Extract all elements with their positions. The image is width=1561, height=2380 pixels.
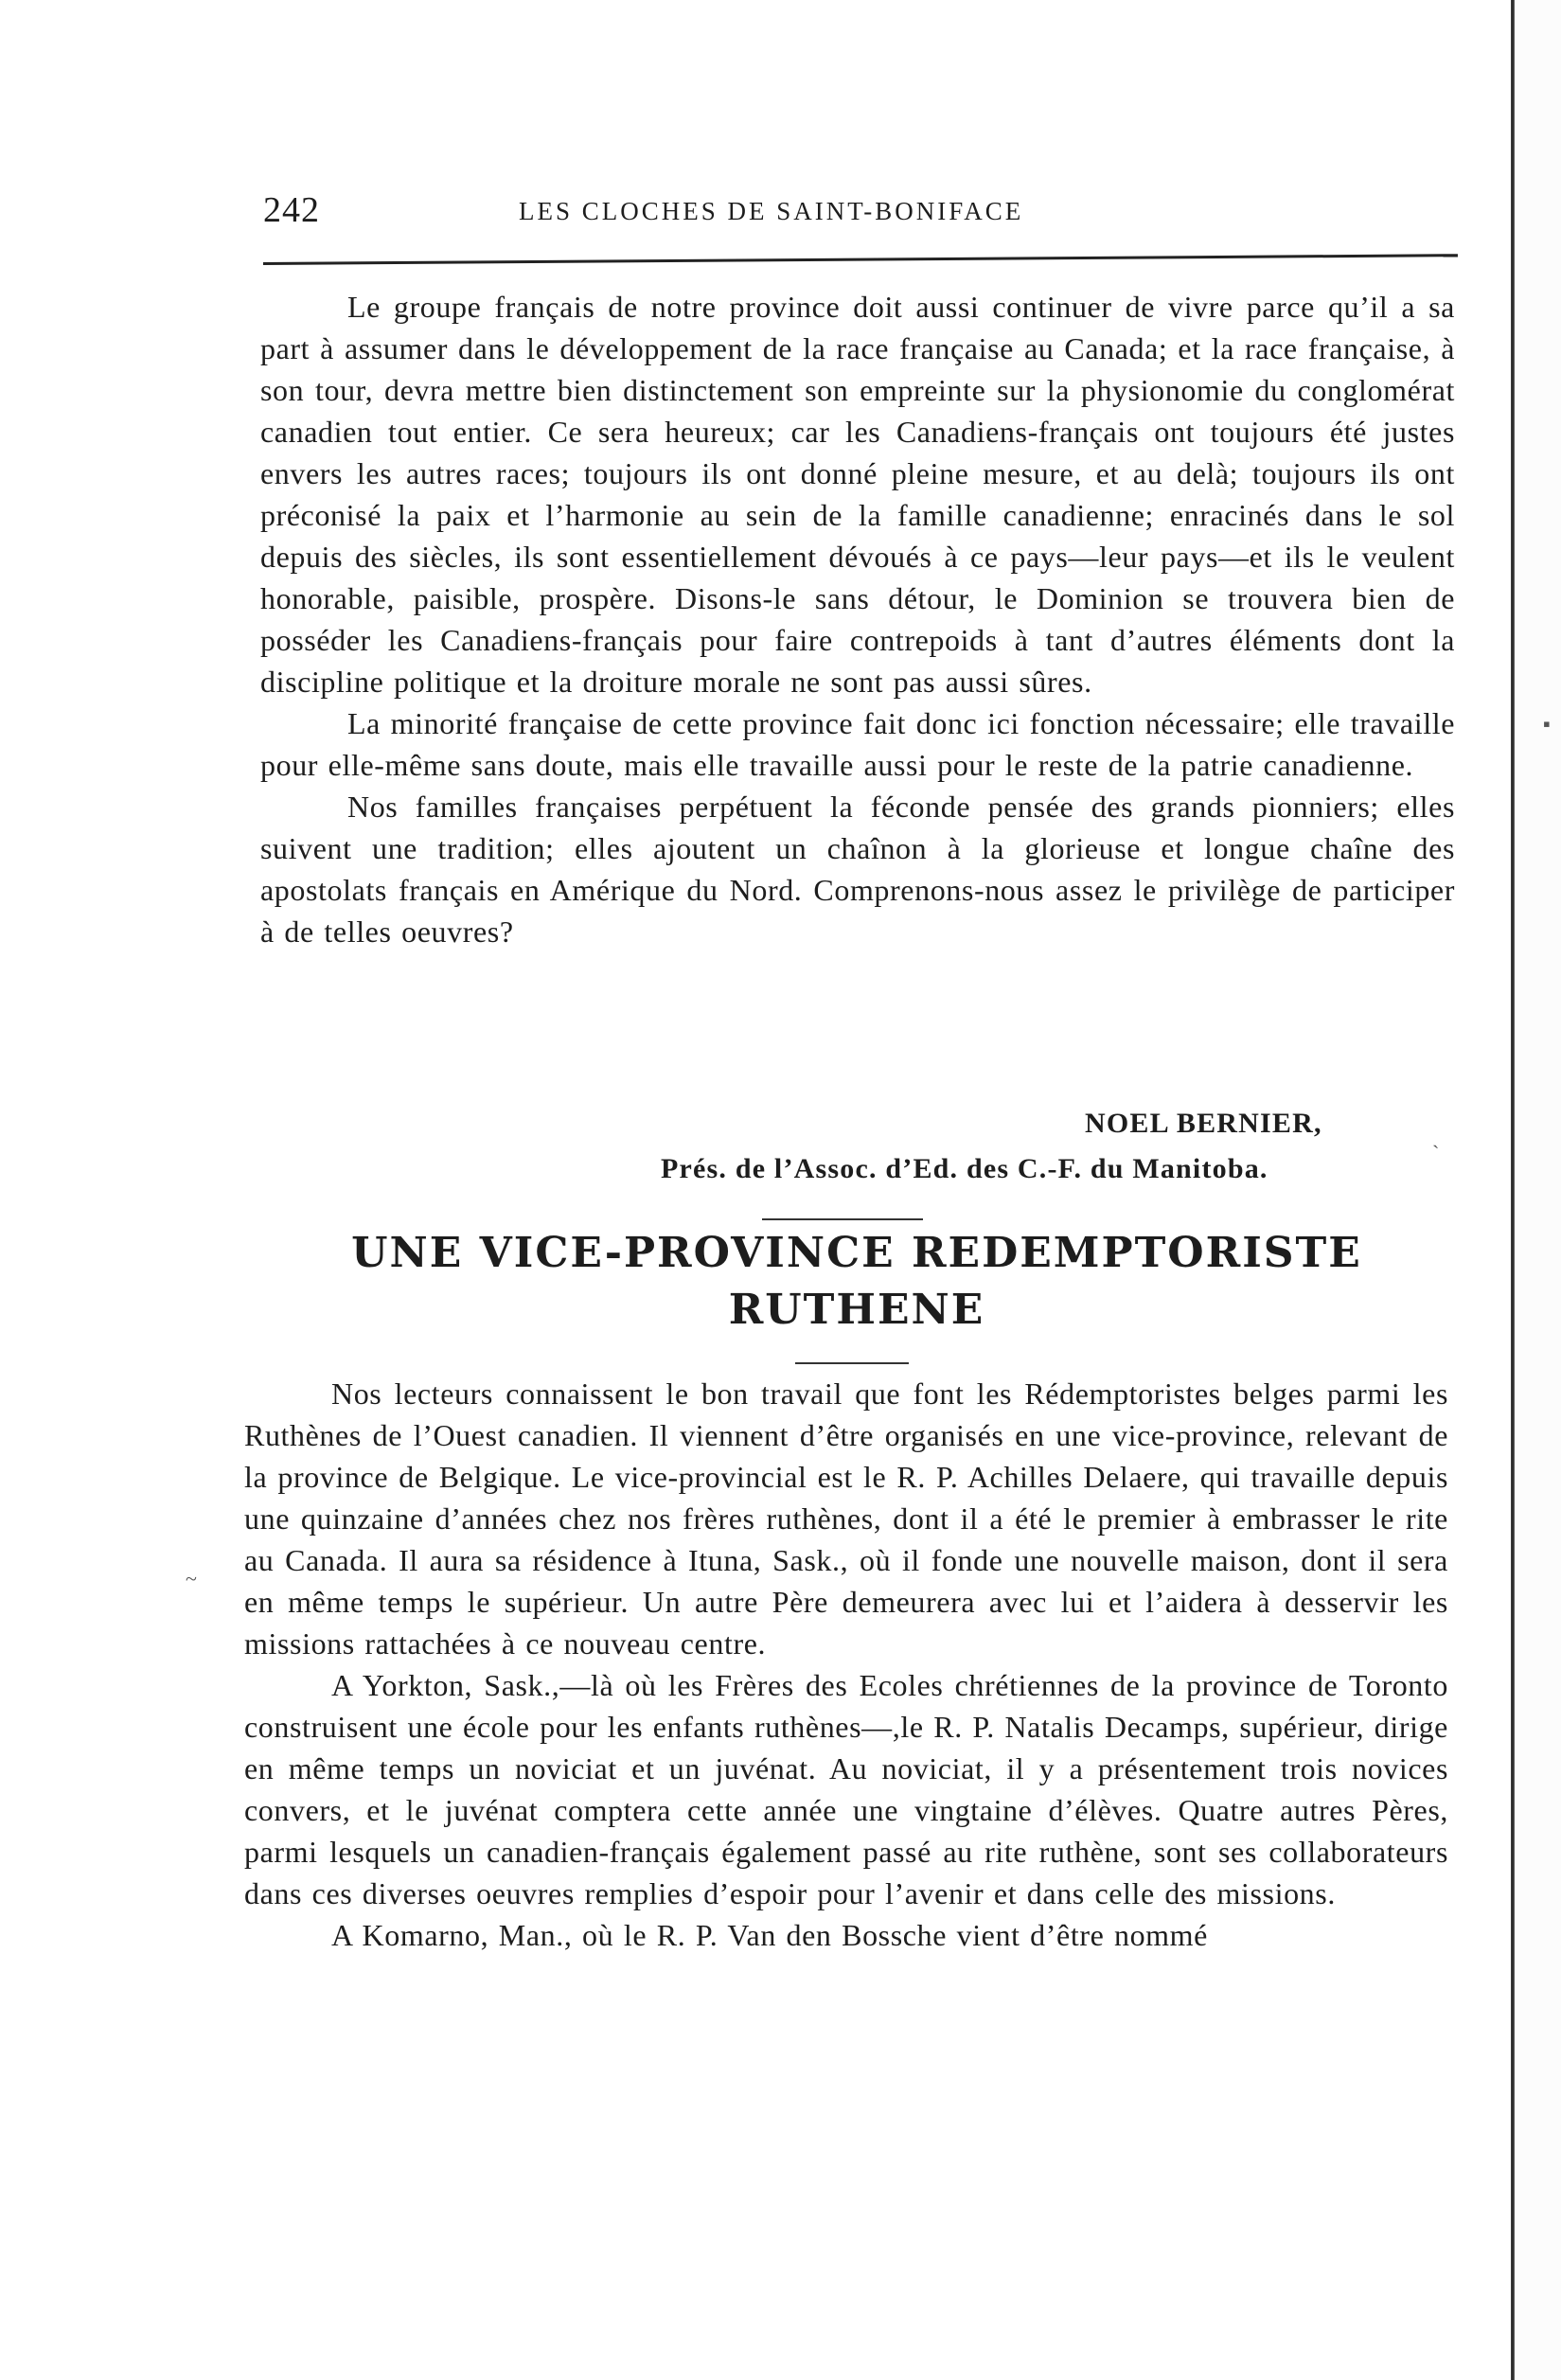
- page-number: 242: [263, 190, 320, 230]
- page-header: [263, 189, 1456, 237]
- paragraph: La minorité française de cette province fait donc ici fonction nécessaire; elle travaille pour elle-même sans doute, mais elle travaille aussi pour le reste de la patrie canadienne.: [260, 706, 1455, 782]
- scan-speck: ▪: [1543, 712, 1551, 736]
- paragraph: A Yorkton, Sask.,—là où les Frères des Ecoles chrétiennes de la province de Toronto construisent une école pour les enfants ruthènes—,le R. P. Natalis Decamps, supérieur, dirige en même temps un noviciat et un juvénat. Au noviciat, il y a présentement trois novices convers, et le juvénat comptera cette année une vingtaine d’élèves. Quatre autres Pères, parmi lesquels un canadien-français également passé au rite ruthène, sont ses collaborateurs dans ces diverses oeuvres remplies d’espoir pour l’avenir et dans celle des missions.: [244, 1668, 1448, 1910]
- page-edge-line: [1511, 0, 1515, 2380]
- article-headline-line2: RUTHENE: [728, 1286, 985, 1334]
- article-body-2: [244, 1373, 1448, 1956]
- header-rule: [263, 254, 1458, 265]
- signature-name: NOEL BERNIER,: [1085, 1108, 1322, 1139]
- page-margin: [1515, 0, 1561, 2380]
- paragraph: Nos lecteurs connaissent le bon travail que font les Rédemptoristes belges parmi les Ruthènes de l’Ouest canadien. Il viennent d’être organisés en une vice-province, relevant de la province de Belgique. Le vice-provincial est le R. P. Achilles Delaere, qui travaille depuis une quinzaine d’années chez nos frères ruthènes, dont il a été le premier à embrasser le rite au Canada. Il aura sa résidence à Ituna, Sask., où il fonde une nouvelle maison, dont il sera en même temps le supérieur. Un autre Père demeurera avec lui et l’aidera à desservir les missions rattachées à ce nouveau centre.: [244, 1376, 1448, 1661]
- paragraph: Nos familles françaises perpétuent la féconde pensée des grands pionniers; elles suivent une tradition; elles ajoutent un chaînon à la glorieuse et longue chaîne des apostolats français en Amérique du Nord. Comprenons-nous assez le privilège de participer à de telles oeuvres?: [260, 790, 1455, 949]
- scan-speck: ~: [186, 1567, 197, 1590]
- article-body-1: [260, 286, 1455, 952]
- section-divider: [762, 1218, 923, 1220]
- headline-divider: [795, 1362, 909, 1364]
- running-title: LES CLOCHES DE SAINT-BONIFACE: [519, 197, 1024, 225]
- article-headline: UNE VICE-PROVINCE REDEMPTORISTE: [351, 1229, 1362, 1277]
- scan-speck: `: [1432, 1141, 1440, 1164]
- paragraph: A Komarno, Man., où le R. P. Van den Bossche vient d’être nommé: [331, 1918, 1208, 1952]
- signature-title: Prés. de l’Assoc. d’Ed. des C.-F. du Manitoba.: [661, 1153, 1268, 1184]
- paragraph: Le groupe français de notre province doit aussi continuer de vivre parce qu’il a sa part à assumer dans le développement de la race française au Canada; et la race française, à son tour, devra mettre bien distinctement son empreinte sur la physionomie du conglomérat canadien tout entier. Ce sera heureux; car les Canadiens-français ont toujours été justes envers les autres races; toujours ils ont donné pleine mesure, et au delà; toujours ils ont préconisé la paix et l’harmonie au sein de la famille canadienne; enracinés dans le sol depuis des siècles, ils sont essentiellement dévoués à ce pays—leur pays—et ils le veulent honorable, paisible, prospère. Disons-le sans détour, le Dominion se trouvera bien de posséder les Canadiens-français pour faire contrepoids à tant d’autres éléments dont la discipline politique et la droiture morale ne sont pas aussi sûres.: [260, 290, 1455, 699]
